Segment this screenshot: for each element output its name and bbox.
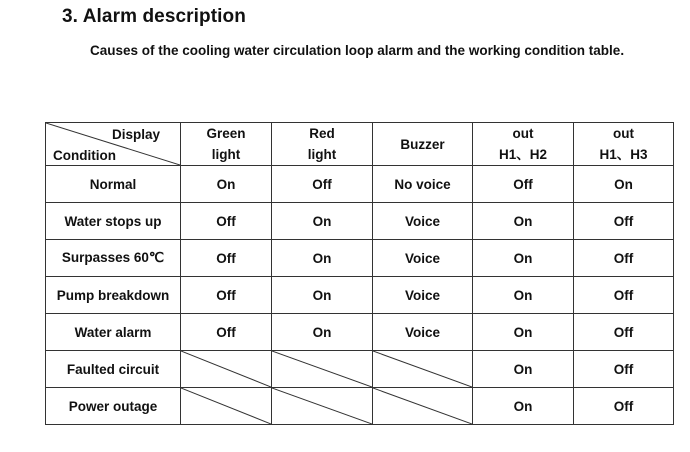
not-applicable-cell xyxy=(373,388,473,425)
not-applicable-cell xyxy=(181,388,272,425)
status-cell: Voice xyxy=(373,203,473,240)
table-body xyxy=(46,123,674,425)
status-cell: Off xyxy=(181,277,272,314)
status-cell: Off xyxy=(574,388,674,425)
column-header-line1: Red xyxy=(309,126,335,141)
column-header-line1: Green xyxy=(206,126,246,141)
alarm-condition-table xyxy=(45,122,674,425)
status-cell: On xyxy=(473,314,574,351)
column-header-line1: out xyxy=(613,126,634,141)
column-header-out-h1-h3 xyxy=(574,123,674,166)
column-header-line2: light xyxy=(307,147,337,162)
condition-cell: Power outage xyxy=(46,388,181,425)
column-header-buzzer xyxy=(373,123,473,166)
diagonal-strike-line xyxy=(272,351,372,387)
status-cell: On xyxy=(473,240,574,277)
status-cell: On xyxy=(272,314,373,351)
diagonal-strike-line xyxy=(181,388,271,424)
column-header-line1: Buzzer xyxy=(400,136,445,152)
table-row xyxy=(46,388,674,425)
status-cell: On xyxy=(473,203,574,240)
not-applicable-cell xyxy=(373,351,473,388)
diagonal-strike-line xyxy=(373,388,472,424)
status-cell: On xyxy=(473,277,574,314)
column-header-line2: H1、H3 xyxy=(599,147,648,162)
status-cell: On xyxy=(272,240,373,277)
status-cell: Off xyxy=(574,240,674,277)
table-row xyxy=(46,351,674,388)
status-cell: On xyxy=(181,166,272,203)
section-intro: Causes of the cooling water circulation loop alarm and the working condition table. xyxy=(90,43,625,58)
status-cell: On xyxy=(574,166,674,203)
table-row xyxy=(46,240,674,277)
status-cell: Voice xyxy=(373,277,473,314)
table-row xyxy=(46,166,674,203)
status-cell: On xyxy=(272,203,373,240)
column-header-line2: H1、H2 xyxy=(498,147,547,162)
status-cell: Off xyxy=(574,314,674,351)
column-header-red-light xyxy=(272,123,373,166)
table-row xyxy=(46,203,674,240)
status-cell: Off xyxy=(574,203,674,240)
diagonal-strike-line xyxy=(181,351,271,387)
status-cell: Off xyxy=(473,166,574,203)
table-row xyxy=(46,314,674,351)
condition-cell: Water alarm xyxy=(46,314,181,351)
section-heading: 3. Alarm description xyxy=(62,6,246,27)
column-header-line2: light xyxy=(211,147,241,162)
not-applicable-cell xyxy=(181,351,272,388)
column-header-green-light xyxy=(181,123,272,166)
status-cell: Off xyxy=(574,351,674,388)
corner-condition-label: Condition xyxy=(53,148,116,163)
status-cell: Off xyxy=(272,166,373,203)
table-row xyxy=(46,277,674,314)
corner-header-cell xyxy=(46,123,181,166)
status-cell: Voice xyxy=(373,240,473,277)
status-cell: Off xyxy=(181,240,272,277)
condition-cell: Faulted circuit xyxy=(46,351,181,388)
status-cell: Off xyxy=(181,203,272,240)
status-cell: On xyxy=(473,351,574,388)
status-cell: Off xyxy=(181,314,272,351)
diagonal-strike-line xyxy=(373,351,472,387)
not-applicable-cell xyxy=(272,388,373,425)
status-cell: On xyxy=(272,277,373,314)
corner-display-label: Display xyxy=(111,127,160,142)
column-header-out-h1-h2 xyxy=(473,123,574,166)
status-cell: Voice xyxy=(373,314,473,351)
condition-cell: Pump breakdown xyxy=(46,277,181,314)
condition-cell: Surpasses 60℃ xyxy=(46,240,181,277)
not-applicable-cell xyxy=(272,351,373,388)
status-cell: On xyxy=(473,388,574,425)
condition-cell: Water stops up xyxy=(46,203,181,240)
status-cell: Off xyxy=(574,277,674,314)
status-cell: No voice xyxy=(373,166,473,203)
column-header-line1: out xyxy=(512,126,534,141)
table-header-row xyxy=(46,123,674,166)
diagonal-strike-line xyxy=(272,388,372,424)
condition-cell: Normal xyxy=(46,166,181,203)
